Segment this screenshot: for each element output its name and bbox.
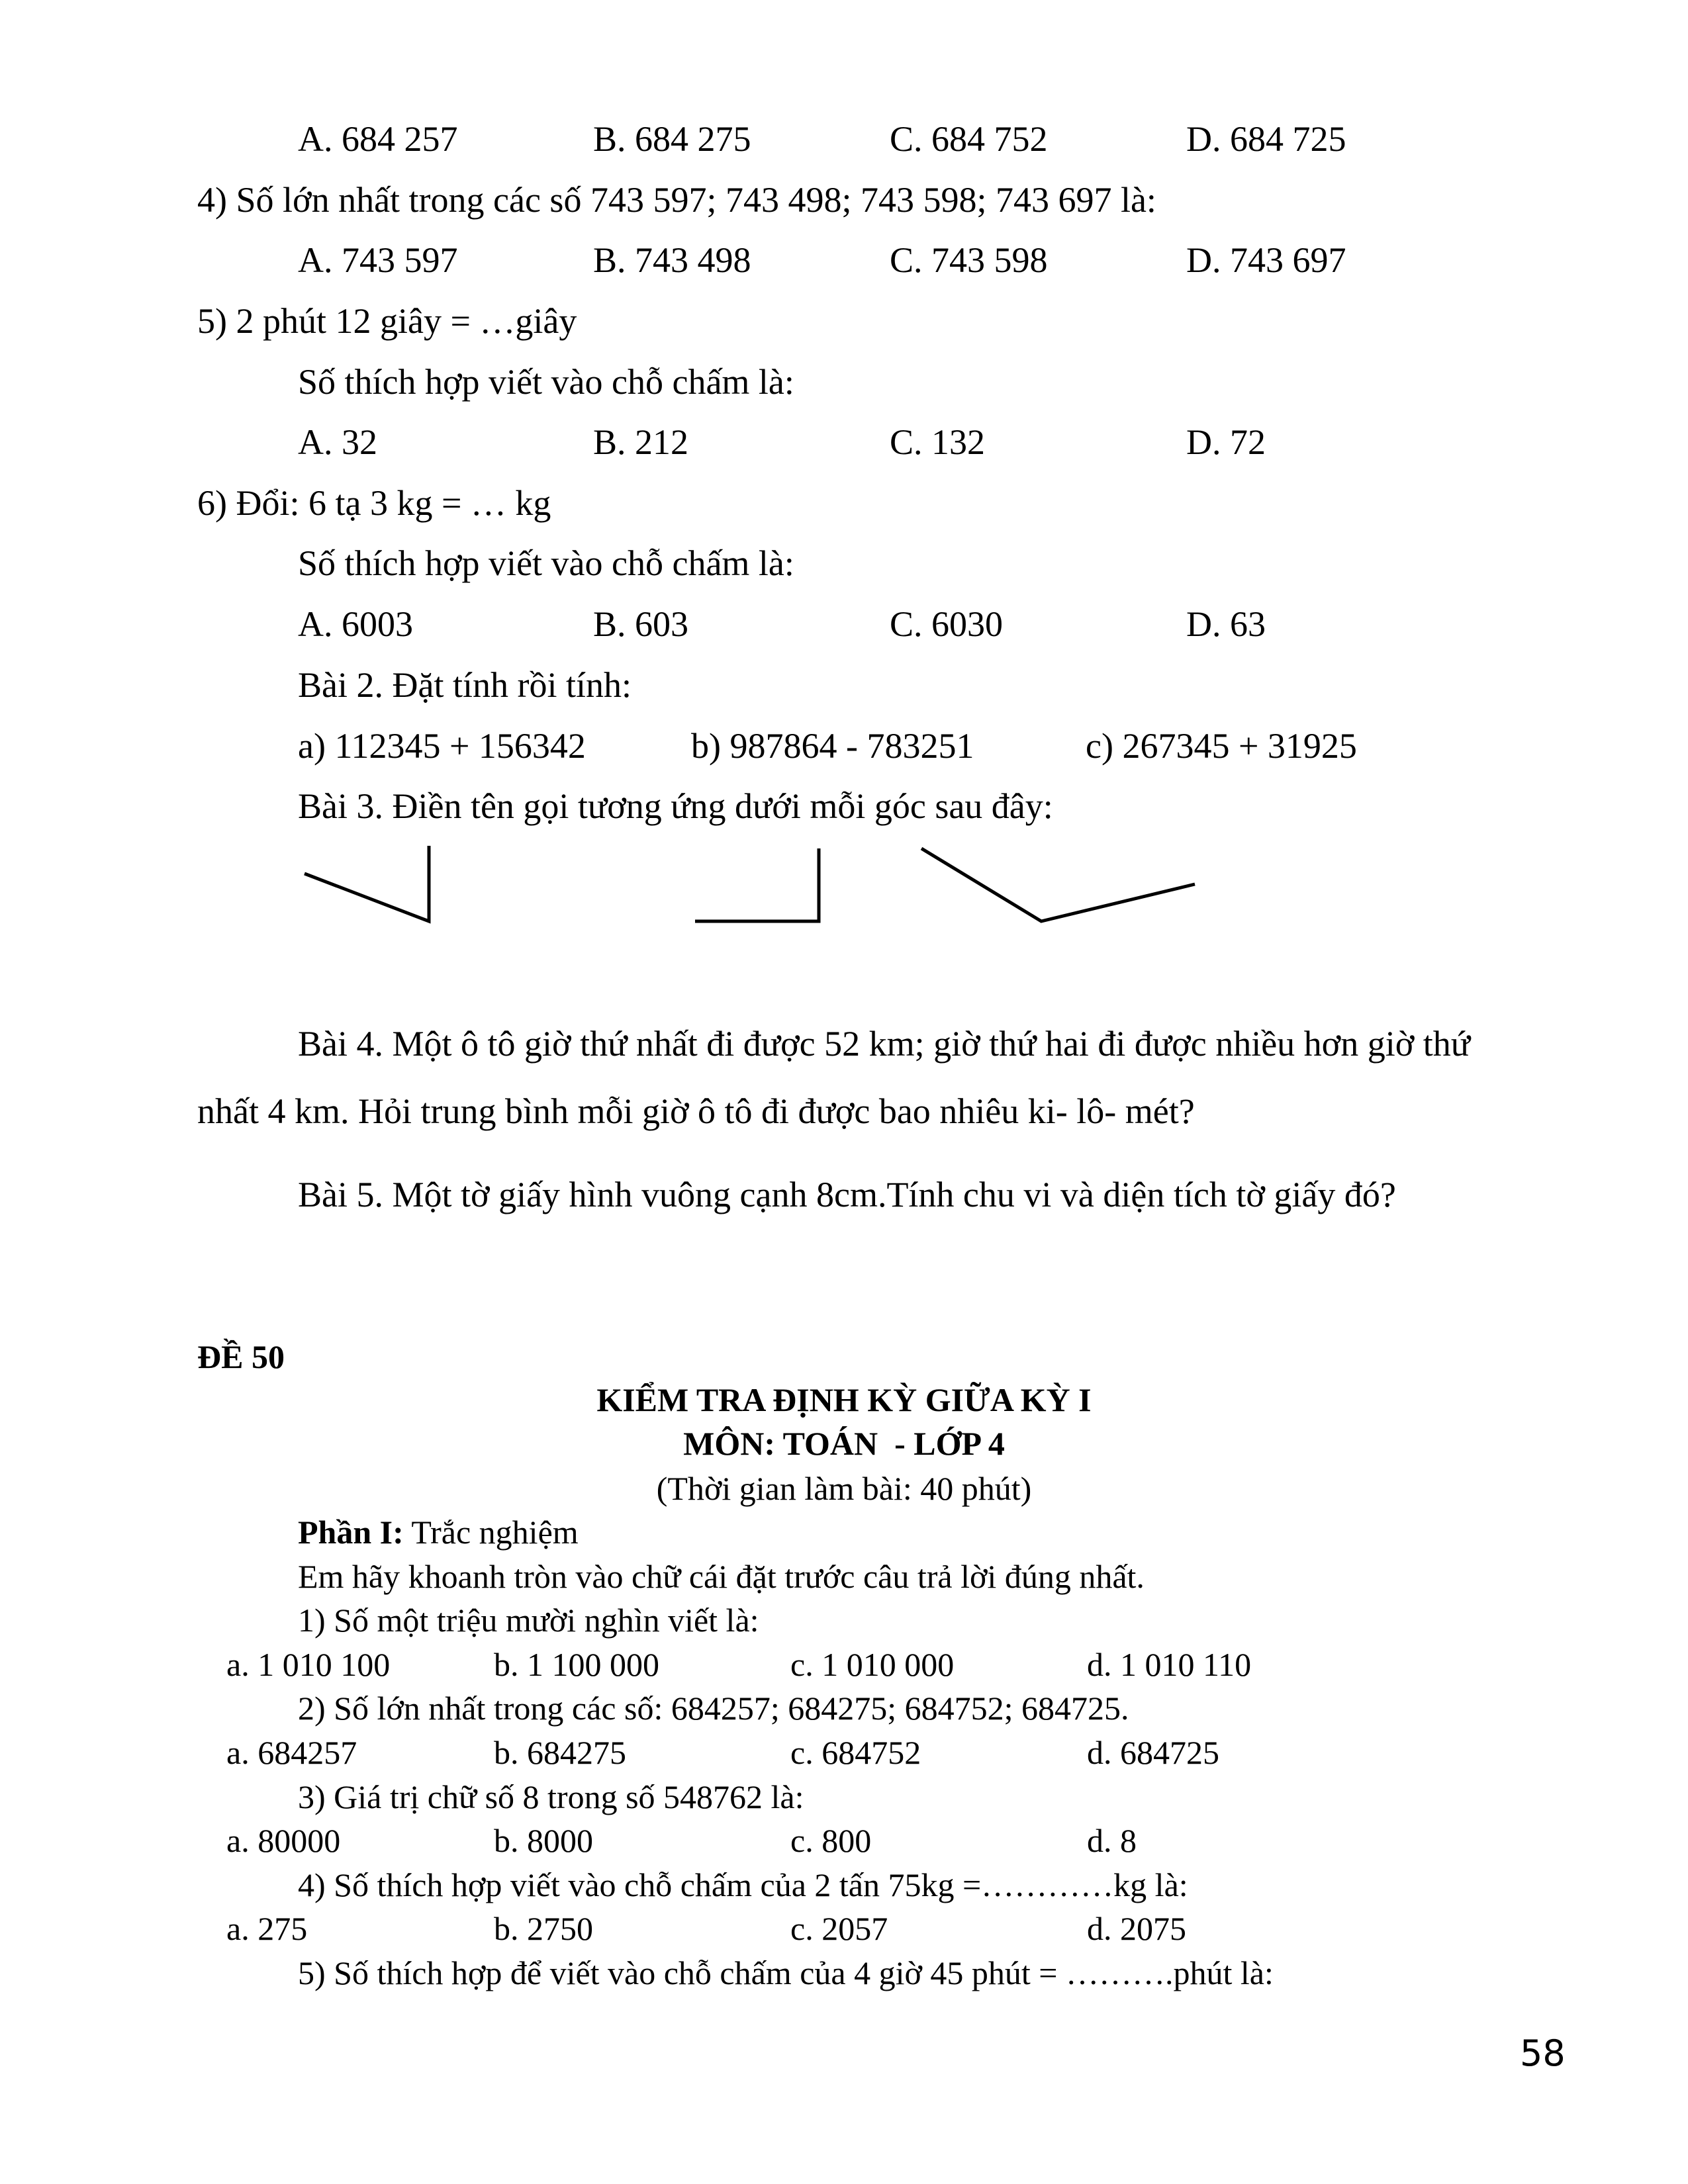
de50-q4: 4) Số thích hợp viết vào chỗ chấm của 2 tấn 75kg =…………kg là:: [298, 1866, 1188, 1903]
bai4-line1: Bài 4. Một ô tô giờ thứ nhất đi được 52 km; giờ thứ hai đi được nhiều hơn giờ thứ: [298, 1024, 1471, 1064]
de50-q4-option-b: b. 2750: [494, 1910, 593, 1947]
page-number: 58: [1520, 2032, 1566, 2074]
test-number-label: ĐỀ 50: [197, 1338, 285, 1375]
test-time: (Thời gian làm bài: 40 phút): [656, 1470, 1032, 1507]
bai2-title: Bài 2. Đặt tính rồi tính:: [298, 665, 632, 705]
de50-q3-option-a: a. 80000: [226, 1822, 341, 1859]
q5-option-d: D. 72: [1186, 422, 1266, 462]
angle-figure-acute: [305, 846, 429, 921]
bai2-item-b: b) 987864 - 783251: [691, 726, 974, 766]
q6-question: 6) Đổi: 6 tạ 3 kg = … kg: [197, 483, 551, 523]
bai2-item-c: c) 267345 + 31925: [1086, 726, 1357, 766]
q6-option-c: C. 6030: [890, 604, 1004, 644]
q3-option-d: D. 684 725: [1186, 119, 1346, 159]
bai4-line2: nhất 4 km. Hỏi trung bình mỗi giờ ô tô đi được bao nhiêu ki- lô- mét?: [197, 1091, 1195, 1131]
bai2-item-a: a) 112345 + 156342: [298, 726, 586, 766]
q4-option-b: B. 743 498: [593, 240, 751, 280]
de50-q2-option-c: c. 684752: [790, 1734, 921, 1771]
de50-q2-option-a: a. 684257: [226, 1734, 357, 1771]
q6-prompt: Số thích hợp viết vào chỗ chấm là:: [298, 543, 794, 583]
de50-q4-option-a: a. 275: [226, 1910, 308, 1947]
test-subject: MÔN: TOÁN - LỚP 4: [683, 1425, 1005, 1462]
q4-option-a: A. 743 597: [298, 240, 458, 280]
bai5-text: Bài 5. Một tờ giấy hình vuông cạnh 8cm.Tính chu vi và diện tích tờ giấy đó?: [298, 1175, 1396, 1214]
q6-option-a: A. 6003: [298, 604, 413, 644]
q5-option-b: B. 212: [593, 422, 689, 462]
test-title: KIỂM TRA ĐỊNH KỲ GIỮA KỲ I: [596, 1381, 1092, 1418]
de50-q1-option-b: b. 1 100 000: [494, 1646, 659, 1683]
de50-q1-option-c: c. 1 010 000: [790, 1646, 955, 1683]
de50-q2-option-d: d. 684725: [1087, 1734, 1219, 1771]
de50-q2: 2) Số lớn nhất trong các số: 684257; 684275; 684752; 684725.: [298, 1690, 1129, 1727]
angle-figure-obtuse: [921, 848, 1195, 921]
de50-q3-option-c: c. 800: [790, 1822, 872, 1859]
de50-q3-option-d: d. 8: [1087, 1822, 1137, 1859]
q3-option-a: A. 684 257: [298, 119, 458, 159]
de50-q1-option-a: a. 1 010 100: [226, 1646, 391, 1683]
q6-option-d: D. 63: [1186, 604, 1266, 644]
q4-option-d: D. 743 697: [1186, 240, 1346, 280]
part-name: Trắc nghiệm: [403, 1514, 579, 1551]
q5-question: 5) 2 phút 12 giây = …giây: [197, 301, 577, 341]
q5-prompt: Số thích hợp viết vào chỗ chấm là:: [298, 362, 794, 402]
angle-figure-right: [695, 848, 819, 921]
de50-q5: 5) Số thích hợp để viết vào chỗ chấm của 4 giờ 45 phút = ……….phút là:: [298, 1954, 1274, 1991]
q3-option-b: B. 684 275: [593, 119, 751, 159]
q5-option-a: A. 32: [298, 422, 377, 462]
q4-question: 4) Số lớn nhất trong các số 743 597; 743 498; 743 598; 743 697 là:: [197, 180, 1156, 220]
de50-q3: 3) Giá trị chữ số 8 trong số 548762 là:: [298, 1778, 804, 1815]
q6-option-b: B. 603: [593, 604, 689, 644]
de50-q3-option-b: b. 8000: [494, 1822, 593, 1859]
de50-q4-option-d: d. 2075: [1087, 1910, 1186, 1947]
de50-q1: 1) Số một triệu mười nghìn viết là:: [298, 1602, 759, 1639]
q4-option-c: C. 743 598: [890, 240, 1048, 280]
instruction: Em hãy khoanh tròn vào chữ cái đặt trước câu trả lời đúng nhất.: [298, 1558, 1145, 1595]
q3-option-c: C. 684 752: [890, 119, 1048, 159]
part-label: Phần I:: [298, 1514, 404, 1551]
part-heading: [298, 1516, 579, 1549]
de50-q2-option-b: b. 684275: [494, 1734, 626, 1771]
bai3-title: Bài 3. Điền tên gọi tương ứng dưới mỗi góc sau đây:: [298, 786, 1053, 826]
de50-q4-option-c: c. 2057: [790, 1910, 888, 1947]
de50-q1-option-d: d. 1 010 110: [1087, 1646, 1252, 1683]
q5-option-c: C. 132: [890, 422, 986, 462]
